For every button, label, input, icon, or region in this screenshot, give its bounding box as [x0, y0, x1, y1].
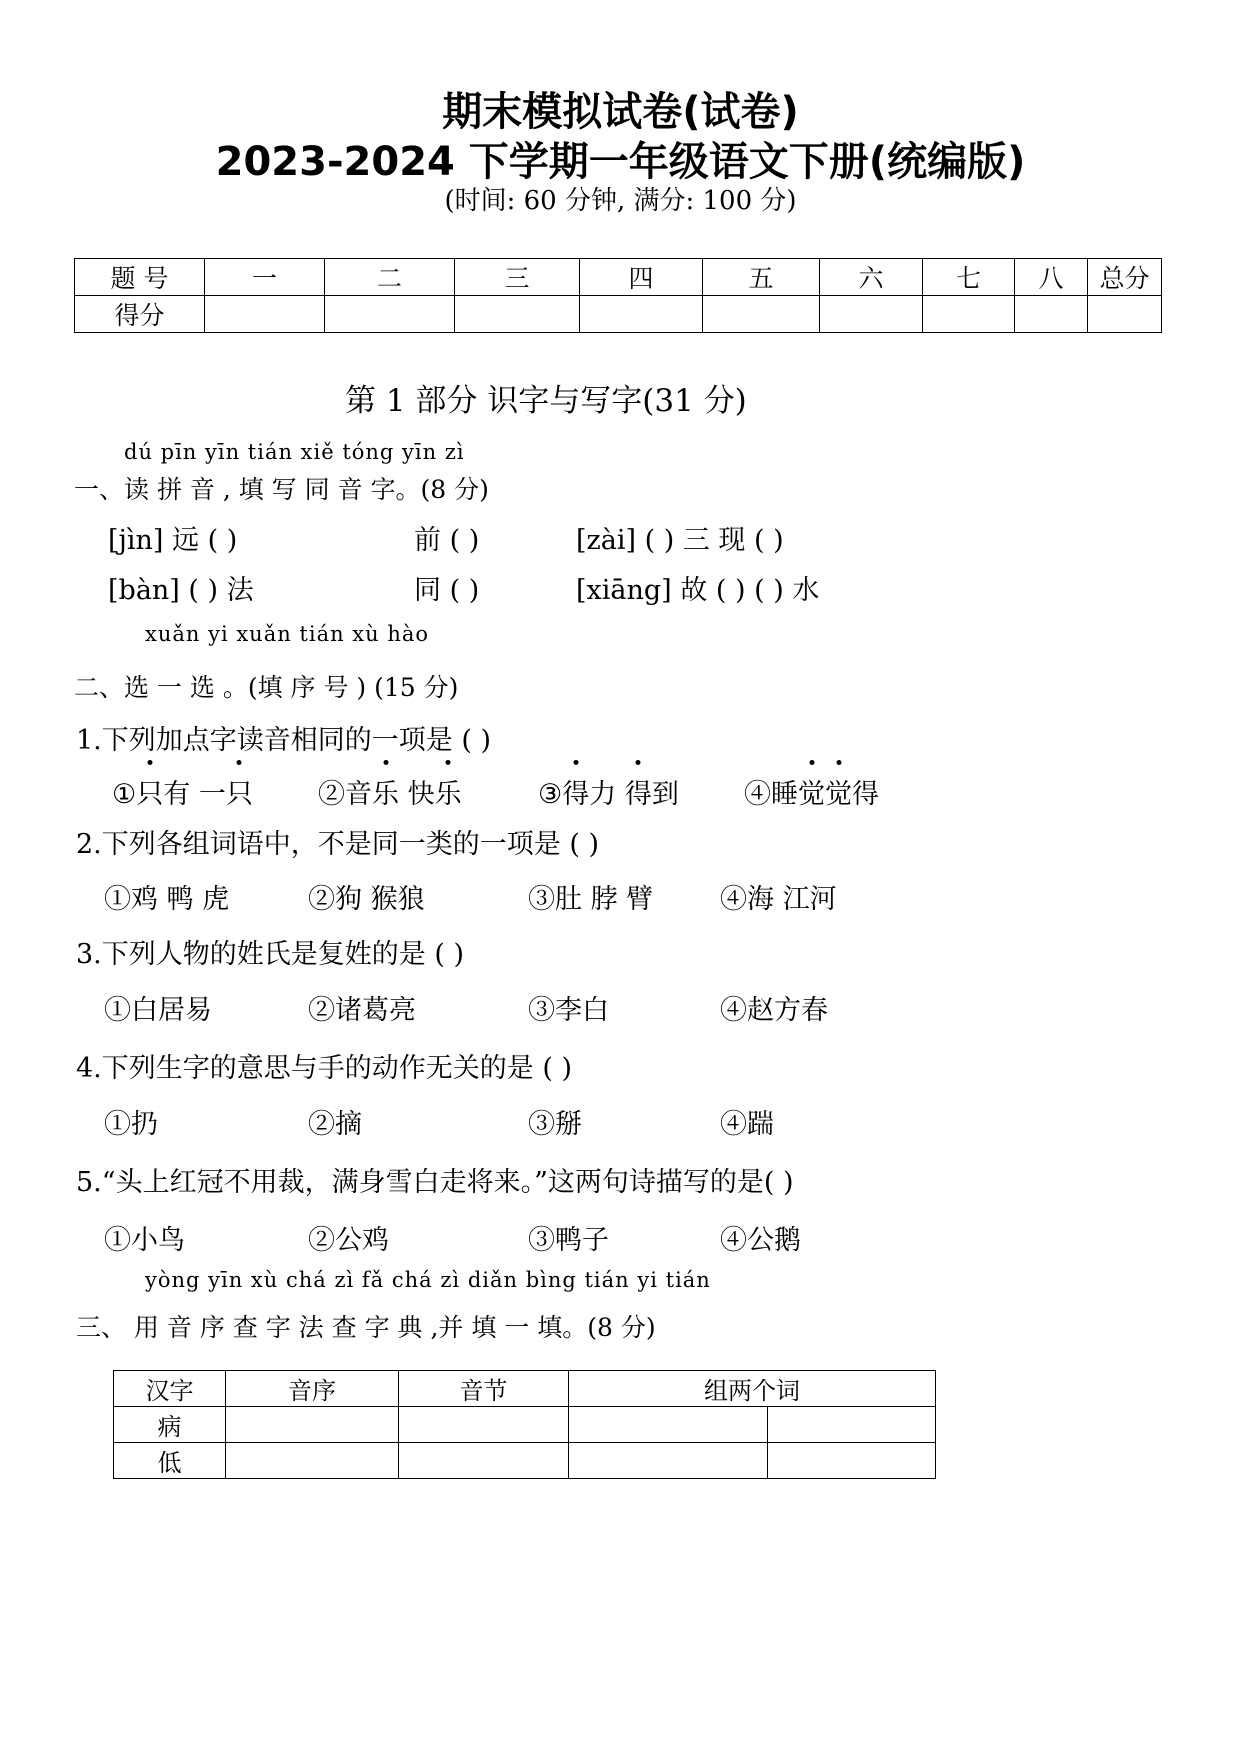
- emphasis-dot-icon: [809, 760, 814, 765]
- q1-row1-item-c: [zài] ( ) 三 现 ( ): [576, 525, 784, 556]
- dict-answer-cell[interactable]: [768, 1407, 936, 1443]
- dotted-char: 觉: [825, 772, 852, 811]
- q1-row2-item-c: [xiāng] 故 ( ) ( ) 水: [576, 575, 820, 606]
- score-cell[interactable]: [923, 296, 1015, 333]
- q3-pinyin: yòng yīn xù chá zì fǎ chá zì diǎn bìng tián yi tián: [145, 1268, 711, 1292]
- dotted-char: 乐: [372, 772, 399, 811]
- q2-heading: 二、选 一 选 。(填 序 号 ) (15 分): [74, 673, 459, 702]
- exam-subtitle: 2023-2024 下学期一年级语文下册(统编版): [215, 139, 1026, 185]
- dict-answer-cell[interactable]: [399, 1407, 569, 1443]
- emphasis-dot-icon: [237, 760, 242, 765]
- score-cell[interactable]: [325, 296, 455, 333]
- dict-header-char: 汉字: [114, 1371, 226, 1407]
- dict-header-words: 组两个词: [569, 1371, 936, 1407]
- q2-item2-option-4: ④海 江河: [720, 884, 837, 915]
- dict-answer-cell[interactable]: [399, 1443, 569, 1479]
- q2-item3-option-3: ③李白: [528, 995, 609, 1026]
- dict-answer-cell[interactable]: [768, 1443, 936, 1479]
- q1-row2-item-a: [bàn] ( ) 法: [108, 575, 254, 606]
- score-cell[interactable]: [1015, 296, 1088, 333]
- dict-answer-cell[interactable]: [226, 1407, 399, 1443]
- q2-item5-option-4: ④公鹅: [720, 1225, 801, 1256]
- score-table: [74, 258, 1162, 333]
- q2-item3-option-2: ②诸葛亮: [308, 995, 416, 1026]
- q2-item3-option-4: ④赵方春: [720, 995, 828, 1026]
- q2-item1-option-3: ③得 力 得 到: [538, 772, 679, 811]
- dotted-char: 得: [625, 772, 652, 811]
- dict-char-cell: 低: [114, 1443, 226, 1479]
- score-cell[interactable]: [820, 296, 923, 333]
- q2-item4-stem: 4.下列生字的意思与手的动作无关的是 ( ): [76, 1053, 572, 1084]
- dict-answer-cell[interactable]: [226, 1443, 399, 1479]
- part1-title: 第 1 部分 识字与写字(31 分): [345, 383, 747, 419]
- dict-answer-cell[interactable]: [569, 1443, 768, 1479]
- q2-item5-option-3: ③鸭子: [528, 1225, 609, 1256]
- emphasis-dot-icon: [383, 760, 388, 765]
- q2-item2-option-1: ①鸡 鸭 虎: [104, 884, 230, 915]
- q2-item2-option-3: ③肚 脖 臂: [528, 884, 654, 915]
- dictionary-table-header-row: [114, 1371, 936, 1407]
- score-table-score-row: [75, 296, 1162, 333]
- q1-heading: 一、读 拼 音 , 填 写 同 音 字。(8 分): [74, 475, 489, 504]
- dotted-char: 觉: [798, 772, 825, 811]
- q1-pinyin: dú pīn yīn tián xiě tóng yīn zì: [124, 440, 465, 464]
- q1-row1-item-a: [jìn] 远 ( ): [108, 525, 238, 556]
- exam-time-info: (时间: 60 分钟, 满分: 100 分): [444, 186, 797, 216]
- q2-item1-option-1: ①只 有 一只: [112, 772, 253, 811]
- score-header-cell: 六: [820, 259, 923, 296]
- dotted-char: 只: [226, 772, 253, 811]
- score-table-header-row: [75, 259, 1162, 296]
- q2-item1-option-4: ④睡觉 觉 得: [744, 772, 879, 811]
- table-row: [114, 1407, 936, 1443]
- option-number: ③: [538, 779, 563, 810]
- q2-item5-option-1: ①小鸟: [104, 1225, 185, 1256]
- option-number: ②: [318, 779, 345, 810]
- dict-char-cell: 病: [114, 1407, 226, 1443]
- score-header-cell: 一: [205, 259, 325, 296]
- score-header-cell: 二: [325, 259, 455, 296]
- score-cell[interactable]: [205, 296, 325, 333]
- score-header-cell: 题 号: [75, 259, 205, 296]
- q3-heading: 三、 用 音 序 查 字 法 查 字 典 ,并 填 一 填。(8 分): [76, 1313, 656, 1342]
- option-number: ④: [744, 779, 771, 810]
- q2-pinyin: xuǎn yi xuǎn tián xù hào: [145, 622, 430, 646]
- dotted-char: 乐: [435, 772, 462, 811]
- emphasis-dot-icon: [446, 760, 451, 765]
- q2-item4-option-1: ①扔: [104, 1109, 158, 1140]
- score-header-cell: 七: [923, 259, 1015, 296]
- q2-item4-option-3: ③掰: [528, 1109, 582, 1140]
- q2-item3-stem: 3.下列人物的姓氏是复姓的是 ( ): [76, 939, 464, 970]
- emphasis-dot-icon: [573, 760, 578, 765]
- exam-title: 期末模拟试卷(试卷): [442, 89, 799, 135]
- dict-header-syllable: 音节: [399, 1371, 569, 1407]
- score-header-cell: 四: [580, 259, 703, 296]
- q1-row1-item-b: 前 ( ): [414, 525, 480, 556]
- score-cell[interactable]: [580, 296, 703, 333]
- q2-item1-option-2: ②音乐 快乐: [318, 772, 462, 811]
- q2-item2-stem: 2.下列各组词语中，不是同一类的一项是 ( ): [76, 829, 599, 860]
- q2-item5-stem: 5.“头上红冠不用裁，满身雪白走将来。”这两句诗描写的是( ): [76, 1167, 794, 1198]
- q2-item5-option-2: ②公鸡: [308, 1225, 389, 1256]
- score-cell[interactable]: [1088, 296, 1162, 333]
- dict-answer-cell[interactable]: [569, 1407, 768, 1443]
- dotted-char: 只: [136, 772, 163, 811]
- q2-item4-option-2: ②摘: [308, 1109, 362, 1140]
- dictionary-table: [113, 1370, 936, 1479]
- emphasis-dot-icon: [147, 760, 152, 765]
- q2-item2-option-2: ②狗 猴狼: [308, 884, 425, 915]
- score-header-cell: 总分: [1088, 259, 1162, 296]
- emphasis-dot-icon: [636, 760, 641, 765]
- table-row: [114, 1443, 936, 1479]
- q2-item3-option-1: ①白居易: [104, 995, 212, 1026]
- emphasis-dot-icon: [836, 760, 841, 765]
- dict-header-initial: 音序: [226, 1371, 399, 1407]
- score-cell[interactable]: [703, 296, 820, 333]
- score-cell[interactable]: [455, 296, 580, 333]
- dotted-char: 得: [562, 772, 589, 811]
- option-number: ①: [112, 779, 137, 810]
- score-header-cell: 八: [1015, 259, 1088, 296]
- q1-row2-item-b: 同 ( ): [414, 575, 480, 606]
- score-row-label: 得分: [75, 296, 205, 333]
- score-header-cell: 三: [455, 259, 580, 296]
- q2-item1-stem: 1.下列加点字读音相同的一项是 ( ): [76, 725, 491, 756]
- q2-item4-option-4: ④踹: [720, 1109, 774, 1140]
- score-header-cell: 五: [703, 259, 820, 296]
